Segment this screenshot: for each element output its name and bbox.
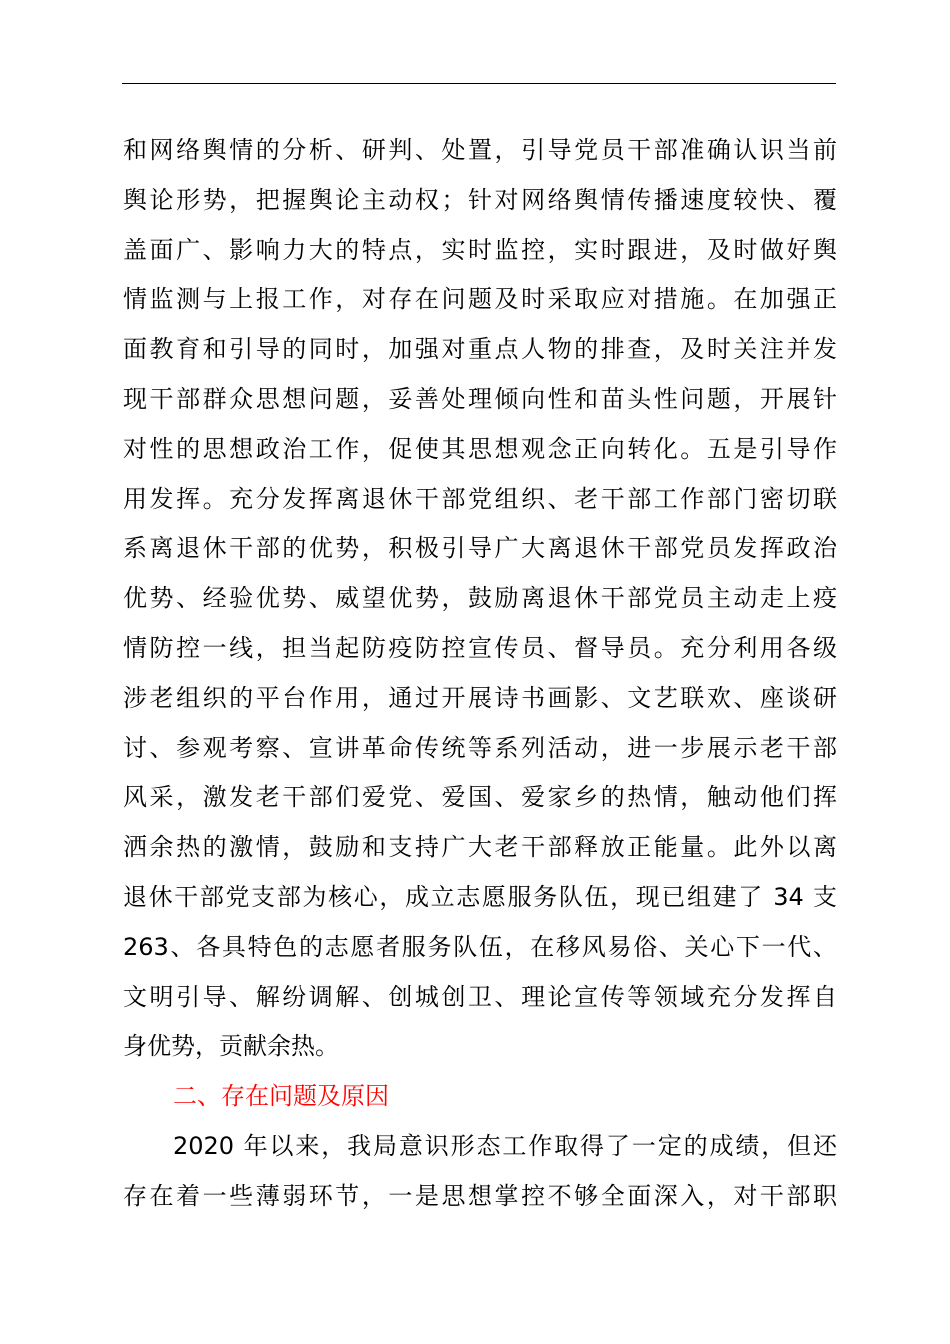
text-line: 和网络舆情的分析、研判、处置，引导党员干部准确认识当前 [123,136,837,164]
text-line: 涉老组织的平台作用，通过开展诗书画影、文艺联欢、座谈研 [123,683,837,712]
text-line: 优势、经验优势、威望优势，鼓励离退休干部党员主动走上疫 [123,584,837,613]
text-line: 情监测与上报工作，对存在问题及时采取应对措施。在加强正 [123,285,837,314]
text-line: 现干部群众思想问题，妥善处理倾向性和苗头性问题，开展针 [123,384,837,413]
document-body [123,126,837,1222]
text-line: 洒余热的激情，鼓励和支持广大老干部释放正能量。此外以离 [123,833,837,862]
text-line: 对性的思想政治工作，促使其思想观念正向转化。五是引导作 [123,434,837,463]
text-line: 情防控一线，担当起防疫防控宣传员、督导员。充分利用各级 [123,633,837,662]
text-line: 舆论形势，把握舆论主动权；针对网络舆情传播速度较快、覆 [123,185,837,214]
header-rule [122,83,836,84]
paragraph-1 [123,126,837,1072]
text-line: 用发挥。充分发挥离退休干部党组织、老干部工作部门密切联 [123,484,837,513]
text-line: 系离退休干部的优势，积极引导广大离退休干部党员发挥政治 [123,534,837,563]
text-line: 2020 年以来，我局意识形态工作取得了一定的成绩，但还 [173,1131,837,1160]
text-line: 风采，激发老干部们爱党、爱国、爱家乡的热情，触动他们挥 [123,783,837,812]
text-line: 身优势，贡献余热。 [123,1032,339,1061]
text-line: 263、各具特色的志愿者服务队伍，在移风易俗、关心下一代、 [123,932,837,961]
text-line: 盖面广、影响力大的特点，实时监控，实时跟进，及时做好舆 [123,235,837,264]
text-line: 讨、参观考察、宣讲革命传统等系列活动，进一步展示老干部 [123,733,837,762]
text-line: 存在着一些薄弱环节，一是思想掌控不够全面深入，对干部职 [123,1181,837,1210]
text-line: 面教育和引导的同时，加强对重点人物的排查，及时关注并发 [123,335,837,364]
paragraph-2 [123,1122,837,1222]
section-heading: 二、存在问题及原因 [173,1082,389,1111]
text-line: 文明引导、解纷调解、创城创卫、理论宣传等领域充分发挥自 [123,982,837,1011]
text-line: 退休干部党支部为核心，成立志愿服务队伍，现已组建了 34 支 [123,882,837,911]
